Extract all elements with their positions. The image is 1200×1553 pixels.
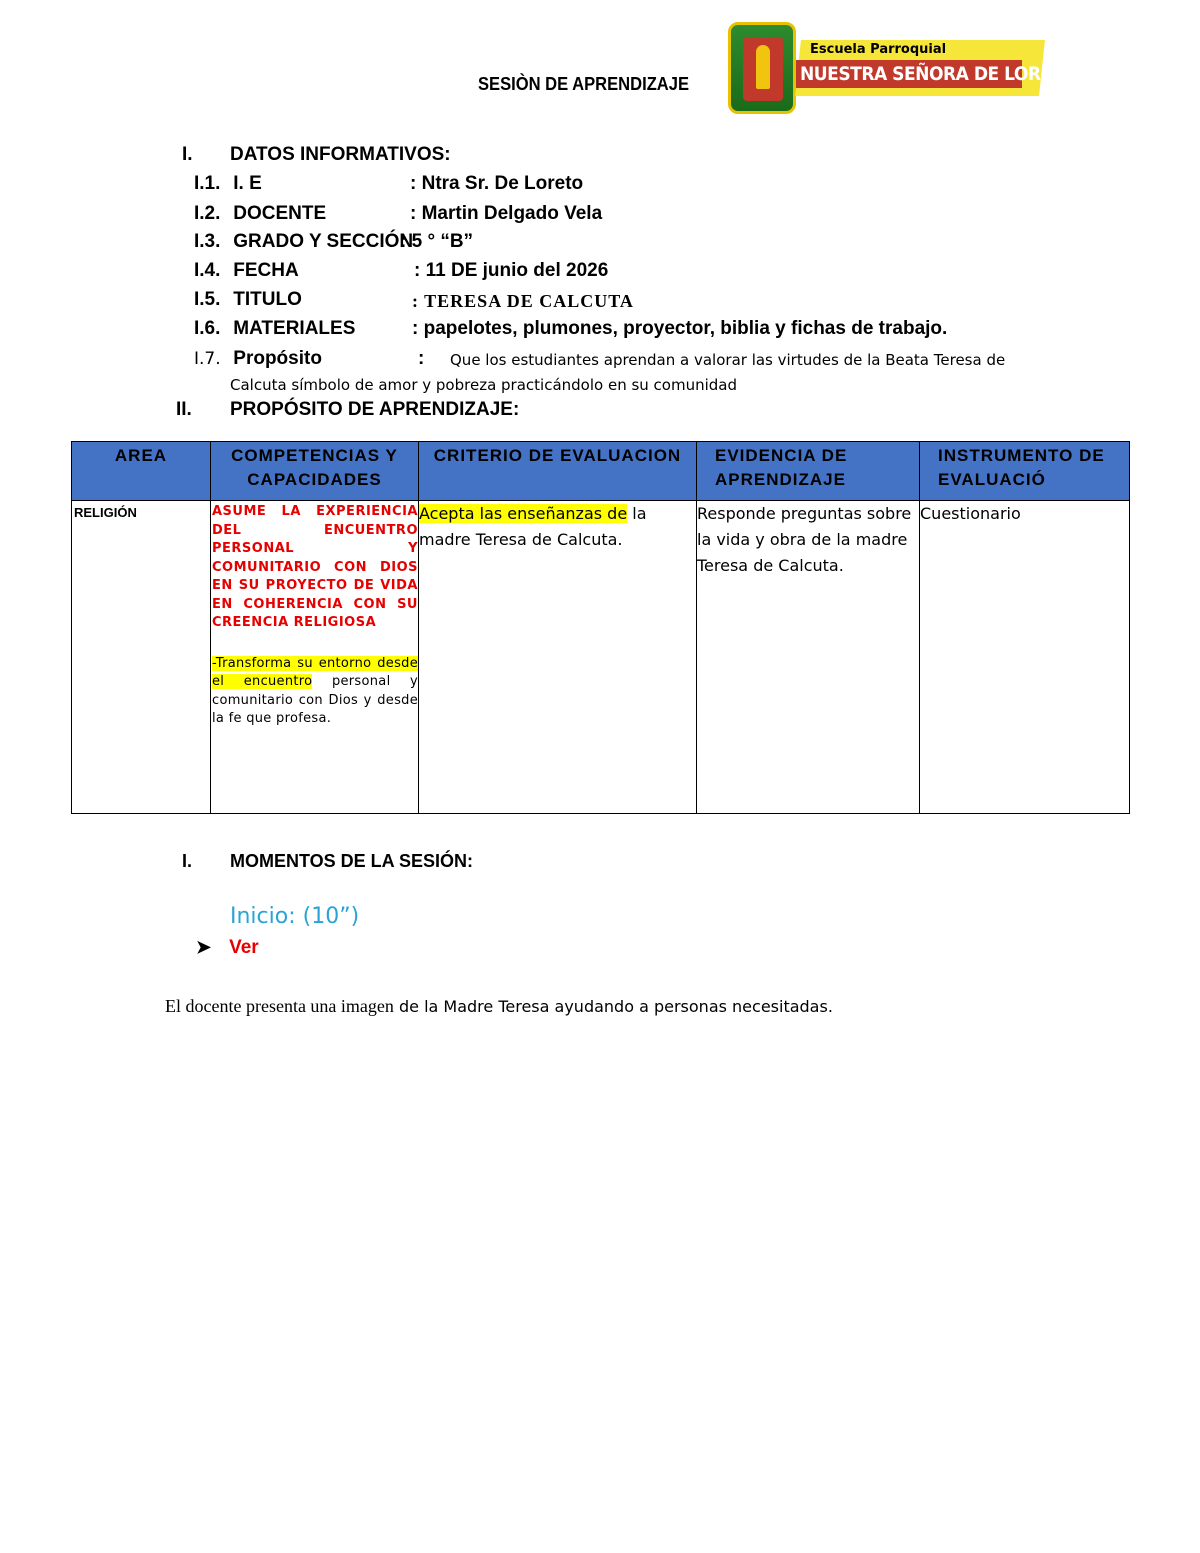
info-label: I. E <box>233 173 262 194</box>
info-row-materiales <box>194 318 948 340</box>
table-header-row <box>72 442 1130 501</box>
info-row-fecha <box>194 260 609 282</box>
cell-competencias <box>211 501 419 814</box>
header-instrumento: INSTRUMENTO DE EVALUACIÓ <box>920 442 1130 501</box>
info-label: FECHA <box>233 260 299 281</box>
logo-top-text: Escuela Parroquial <box>810 42 947 57</box>
ver-item <box>196 937 259 959</box>
section2-num: II. <box>176 399 192 420</box>
info-value: : 5 ° “B” <box>400 231 474 252</box>
cell-instrumento: Cuestionario <box>920 501 1130 814</box>
info-num: I.2. <box>194 203 221 224</box>
info-label: DOCENTE <box>233 203 327 224</box>
info-label: Propósito <box>233 348 322 369</box>
info-row-docente <box>194 203 603 225</box>
info-value-continued: Calcuta símbolo de amor y pobreza practicándolo en su comunidad <box>230 376 738 394</box>
info-num: I.1. <box>194 173 221 194</box>
info-label: TITULO <box>233 289 302 310</box>
info-value: Que los estudiantes aprendan a valorar las virtudes de la Beata Teresa de <box>450 351 1006 369</box>
paragraph-serif: El docente presenta una imagen <box>165 996 394 1016</box>
info-num: I.4. <box>194 260 221 281</box>
info-row-proposito <box>194 348 1006 370</box>
header-evidencia: EVIDENCIA DE APRENDIZAJE <box>697 442 920 501</box>
section3-num: I. <box>182 851 193 871</box>
section2-heading <box>176 399 520 421</box>
criterio-rest: la madre Teresa de Calcuta. <box>419 504 647 549</box>
info-label: MATERIALES <box>233 318 356 339</box>
cell-area: RELIGIÓN <box>72 501 211 814</box>
info-row-grado <box>194 231 474 253</box>
section1-heading <box>182 144 451 166</box>
capacidad-text <box>211 655 418 729</box>
criterio-highlight: Acepta las enseñanzas de <box>419 504 628 523</box>
section3-title: MOMENTOS DE LA SESIÓN: <box>230 851 474 871</box>
arrow-bullet-icon: ➤ <box>196 937 212 957</box>
info-value: : papelotes, plumones, proyector, biblia y fichas de trabajo. <box>412 318 948 339</box>
info-num: I.3. <box>194 231 221 252</box>
capacidad-highlight: -Transforma su entorno desde el encuentro <box>212 655 418 689</box>
info-num: I.5. <box>194 289 221 310</box>
body-paragraph <box>165 996 833 1017</box>
logo-main-text: NUESTRA SEÑORA DE LORETO <box>796 60 1022 88</box>
table-row <box>72 501 1130 814</box>
info-row-ie <box>194 173 584 195</box>
competencia-text: ASUME LA EXPERIENCIA DEL ENCUENTRO PERSONAL Y COMUNITARIO CON DIOS EN SU PROYECTO DE VIDA EN COHERENCIA CON SU CREENCIA RELIGIOSA <box>212 504 418 630</box>
page-title: SESIÒN DE APRENDIZAJE <box>478 74 690 94</box>
info-value: : 11 DE junio del 2026 <box>414 260 609 281</box>
info-sep: : <box>418 348 425 369</box>
info-num: I.7. <box>194 349 221 369</box>
info-value: : TERESA DE CALCUTA <box>412 291 634 311</box>
school-logo <box>728 20 1077 116</box>
section3-heading <box>182 851 474 872</box>
info-value: : Ntra Sr. De Loreto <box>410 173 584 194</box>
capacidad-rest: personal y comunitario con Dios y desde la fe que profesa. <box>212 674 418 726</box>
inicio-heading: Inicio: (10”) <box>230 904 360 929</box>
info-num: I.6. <box>194 318 221 339</box>
info-value: : Martin Delgado Vela <box>410 203 603 224</box>
section1-title: DATOS INFORMATIVOS: <box>230 144 451 165</box>
cell-evidencia: Responde preguntas sobre la vida y obra de la madre Teresa de Calcuta. <box>697 501 920 814</box>
cell-criterio <box>419 501 697 814</box>
section2-title: PROPÓSITO DE APRENDIZAJE: <box>230 399 520 420</box>
header-area: AREA <box>72 442 211 501</box>
section1-num: I. <box>182 144 193 165</box>
paragraph-rest: de la Madre Teresa ayudando a personas necesitadas. <box>393 997 833 1016</box>
info-row-titulo <box>194 289 634 311</box>
crest-icon <box>728 22 796 114</box>
header-criterio: CRITERIO DE EVALUACION <box>419 442 697 501</box>
learning-table <box>71 441 1130 814</box>
header-competencias: COMPETENCIAS Y CAPACIDADES <box>211 442 419 501</box>
ver-label: Ver <box>229 937 259 958</box>
info-label: GRADO Y SECCIÓN <box>233 231 414 252</box>
